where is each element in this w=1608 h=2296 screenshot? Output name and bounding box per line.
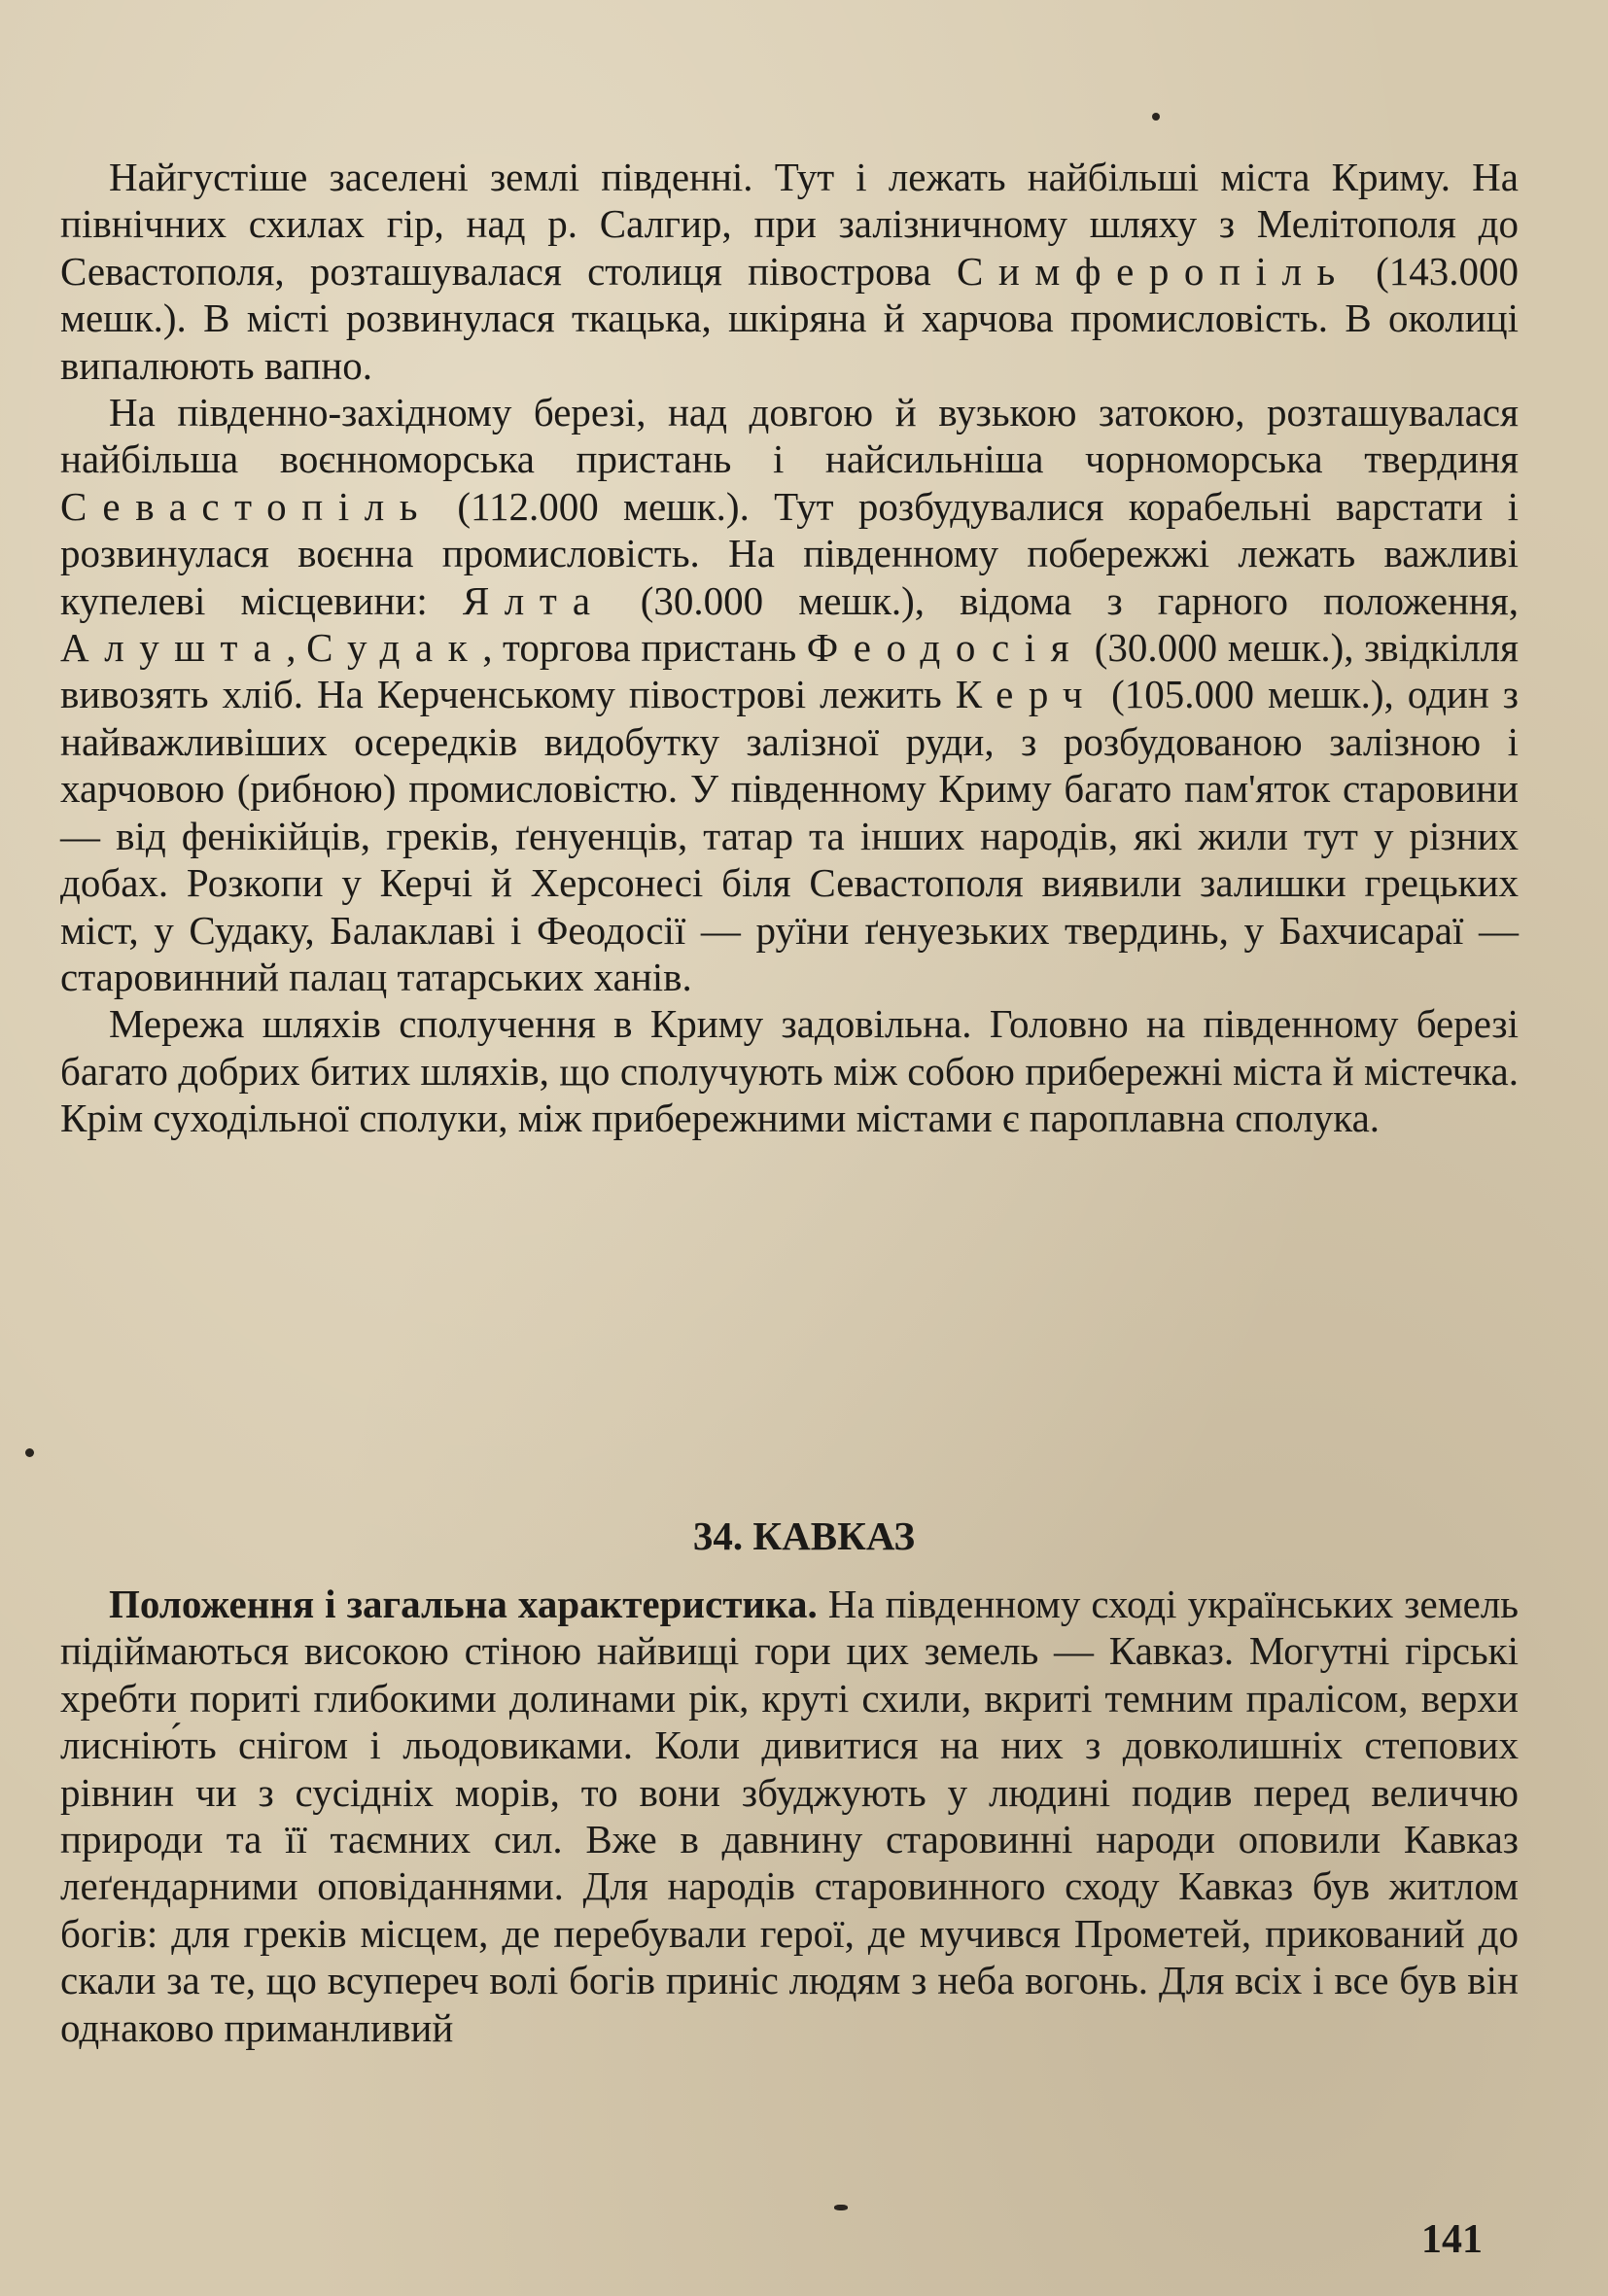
text-run: На південно-західному березі, над довгою й вузькою затокою, розташувалася найбільша воєнноморська пристань і найсильніша чорноморська твердиня: [60, 390, 1519, 482]
text-run: , торгова пристань: [482, 625, 807, 671]
text-run: (112.000 мешк.). Тут розбудувалися корабельні варстати і розвинулася воєнна промисловість. На південному побережжі лежать важливі купелеві місцевини:: [60, 483, 1519, 623]
text-run: (30.000 мешк.), звідкілля вивозять хліб. На Керченському півострові лежить: [60, 625, 1520, 717]
city-name-sudak: Судак: [306, 625, 483, 671]
text-run: (105.000 мешк.), один з найважливіших осередків видобутку залізної руди, з розбудованою залізною і харчовою (рибною) промисловістю. У південному Криму багато пам'яток старовини — від фенікійців, греків, ґенуенців, татар та інших народів, які жили тут у різних добах. Розкопи у Керчі й Херсонесі біля Севастополя виявили залишки грецьких міст, у Судаку, Балаклаві і Феодосії — руїни ґенуезьких твердинь, у Бахчисараї — старовинний палац татарських ханів.: [60, 672, 1520, 999]
text-run: Найгустіше заселені землі південні. Тут і лежать найбільші міста Криму. На північних схилах гір, над р. Салгир, при залізничному шляху з Мелітополя до Севастополя, розташувалася столиця півострова: [60, 155, 1519, 294]
city-name-sevastopil: Севастопіль: [60, 483, 434, 529]
city-name-kerch: Керч: [955, 672, 1099, 717]
paragraph-caucasus-intro: [60, 1581, 1519, 2051]
text-run: Мережа шляхів сполучення в Криму задовільна. Головно на південному березі багато добрих битих шляхів, що сполучують між собою прибережні міста й містечка. Крім суходільної сполуки, між прибережними містами є пароплавна сполука.: [60, 1001, 1519, 1141]
text-run: (30.000 мешк.), відома з гарного положення,: [605, 577, 1519, 623]
text-run: ,: [286, 625, 307, 671]
paragraph-crimea-roads: [60, 1000, 1519, 1141]
page-number: 141: [1421, 2217, 1483, 2262]
city-name-yalta: Ялта: [462, 577, 606, 623]
print-speck: [1152, 113, 1160, 121]
city-name-alushta: Алушта: [60, 625, 287, 671]
city-name-simferopil: Симферопіль: [956, 248, 1350, 294]
text-run: На південному сході українських земель підіймаються високою стіною найвищі гори цих земель — Кавказ. Могутні гірські хребти пориті глибокими долинами рік, круті схили, вкриті темним пралісом, верхи лиснію́ть снігом і льодовиками. Коли дивитися на них з довколишніх степових рівнин чи з сусідніх морів, то вони збуджують у людині подив перед величчю природи та її таємних сил. Вже в давнину старовинні народи оповили Кавказ леґендарними оповіданнями. Для народів старовинного сходу Кавказ був житлом богів: для греків місцем, де перебували герої, де мучився Прометей, прикований до скали за те, що всупереч волі богів приніс людям з неба вогонь. Для всіх і все був він однаково приманливий: [60, 1582, 1519, 2050]
text-run: (143.000 мешк.). В місті розвинулася ткацька, шкіряна й харчова промисловість. В околиці випалюють вапно.: [60, 248, 1519, 388]
body-text: [60, 154, 1519, 1142]
city-name-feodosiia: Феодосія: [806, 625, 1085, 671]
paragraph-crimea-southwest: [60, 389, 1519, 1000]
print-speck: [25, 1448, 34, 1457]
section-heading: 34. КАВКАЗ: [692, 1513, 916, 1558]
paragraph-crimea-south: [60, 154, 1519, 389]
paragraph-lead-title: Положення і загальна характеристика.: [109, 1582, 818, 1626]
print-speck: [834, 2205, 848, 2210]
section-caucasus: [60, 1581, 1519, 2051]
